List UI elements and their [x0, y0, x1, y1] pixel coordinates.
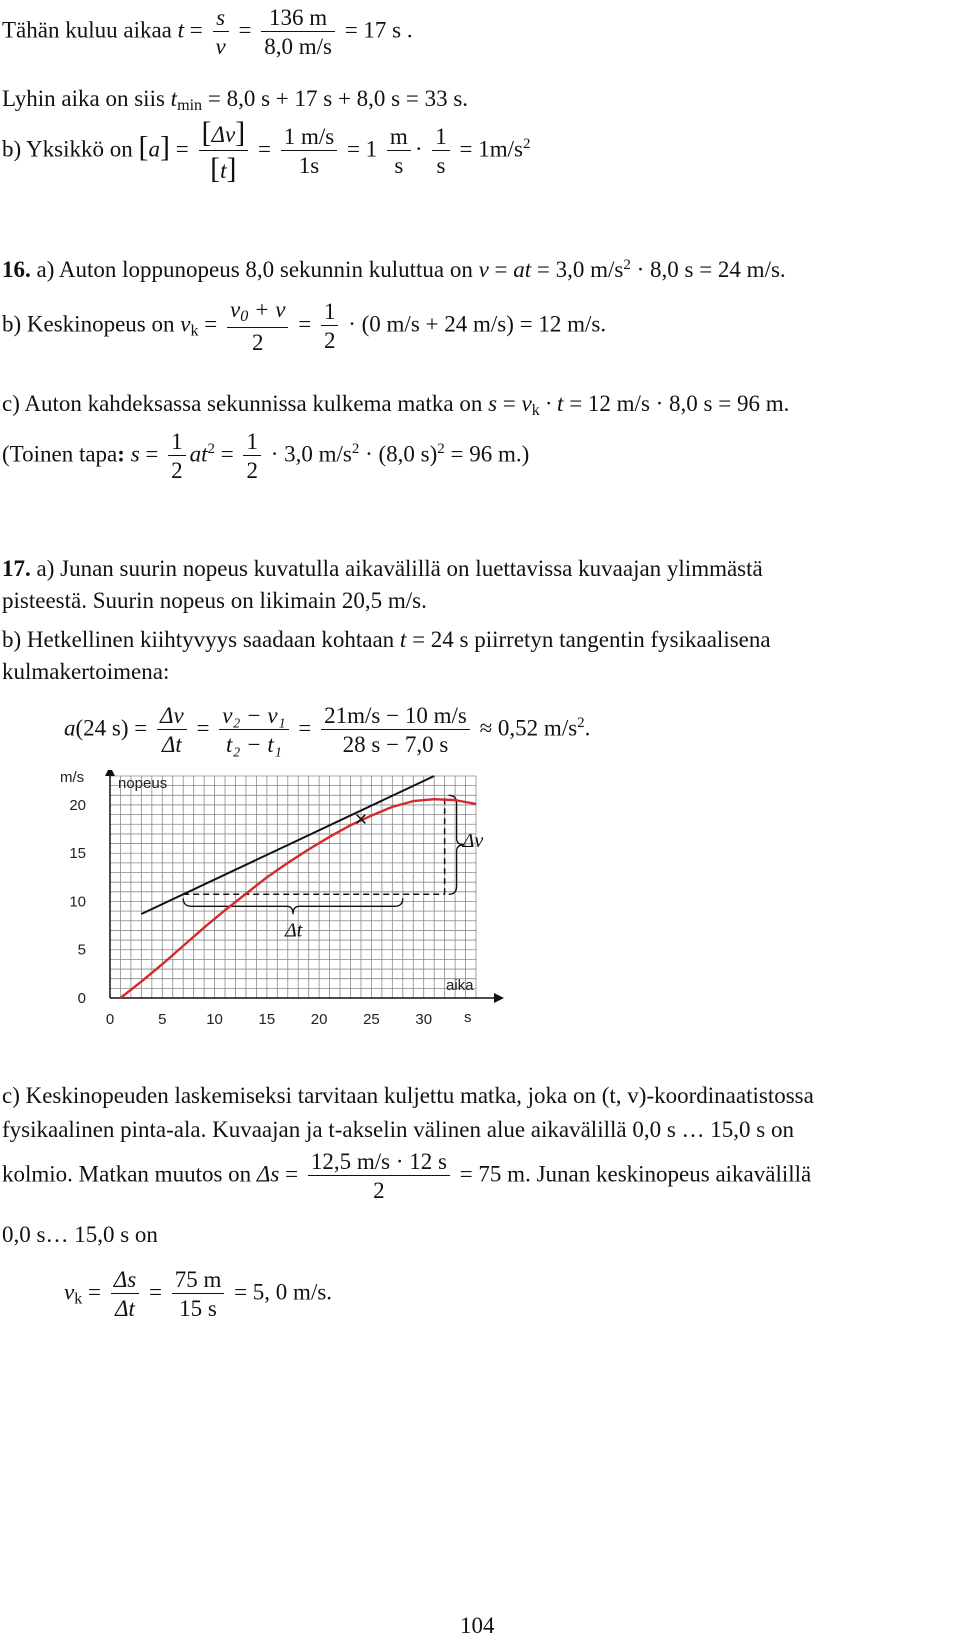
- x-axis-arrow: [494, 993, 504, 1003]
- fraction-dv-over-t: [199, 118, 249, 184]
- eq: =: [82, 1279, 107, 1305]
- p16b-line: b) Keskinopeus on $v_k$ = $\frac{v_0 + v}{2}$ = $\frac{1}{2}$ · (0 m/s + 24 m/s) = 12 m/s.: [2, 297, 607, 356]
- sup: 2: [437, 441, 445, 458]
- sup: 2: [522, 136, 531, 153]
- num: 75 m: [174, 1267, 222, 1292]
- x-axis-label: aika: [446, 977, 474, 994]
- text: b) Keskinopeus on: [2, 311, 181, 337]
- den: 28 s − 7,0 s: [321, 729, 470, 756]
- num: [227, 298, 289, 327]
- den: 2: [227, 327, 289, 354]
- velocity-time-chart: [50, 770, 530, 1060]
- text: kolmio. Matkan muutos on: [2, 1161, 257, 1187]
- text: = 96 m.): [444, 441, 530, 467]
- var: v: [478, 257, 489, 283]
- text: c) Auton kahdeksassa sekunnissa kulkema matka on: [2, 391, 489, 416]
- y-axis-arrow: [105, 770, 115, 776]
- p17c2-line: [2, 1118, 794, 1141]
- sub: k: [531, 402, 540, 420]
- text: Lyhin aika on siis: [2, 86, 171, 111]
- sup: 2: [207, 441, 215, 458]
- fraction-1ms-1s: [281, 125, 337, 177]
- num: Δv: [160, 703, 184, 728]
- eq: =: [279, 1161, 304, 1187]
- den: Δt: [157, 729, 187, 756]
- eq: =: [139, 441, 165, 467]
- sup: 2: [351, 441, 360, 458]
- text: Junan keskinopeus aikavälillä: [530, 1161, 812, 1187]
- text: (24 s) =: [75, 715, 148, 741]
- text: (Toinen tapa: [2, 441, 118, 467]
- num: Δs: [113, 1267, 137, 1292]
- num: m: [389, 124, 408, 149]
- p17b2-line: [2, 660, 169, 683]
- bracket: ]: [160, 130, 171, 164]
- den: 2: [243, 455, 261, 482]
- problem-number: 17.: [2, 556, 31, 581]
- y-tick-label: 15: [69, 845, 86, 863]
- num-rest: + v: [248, 297, 286, 322]
- den: t₂ − t₁: [219, 729, 288, 756]
- var: v: [521, 391, 532, 416]
- result: = 75 m.: [453, 1161, 531, 1187]
- p17c4-line: [2, 1223, 158, 1246]
- bracket: [: [201, 116, 212, 149]
- p16a-line: [2, 258, 786, 281]
- colon: :: [117, 441, 125, 467]
- den: s: [432, 150, 450, 177]
- var: at: [513, 257, 532, 283]
- text: kulmakertoimena:: [2, 659, 170, 684]
- text: = 8,0 s + 17 s + 8,0 s = 33 s.: [202, 86, 469, 111]
- text: 0,0 s… 15,0 s on: [2, 1222, 158, 1247]
- fraction-half: [321, 300, 339, 352]
- bracket: [: [210, 152, 221, 185]
- page-number: 104: [460, 1613, 495, 1638]
- den: 8,0 m/s: [261, 31, 335, 58]
- fraction-136m: [261, 6, 335, 58]
- sub: k: [190, 322, 199, 340]
- text: a) Junan suurin nopeus kuvatulla aikavälillä on luettavissa kuvaajan ylimmästä: [30, 556, 763, 581]
- y-axis-label: nopeus: [118, 775, 168, 792]
- unit-line: b) Yksikkö on [a] = $\frac{[\Delta v]}{[t]}$ = $\frac{1 m/s}{1s}$ = 1 $\frac{m}{s}$ · $\frac{1}{s}$ = $1m/s^2$: [2, 116, 531, 185]
- num: 21m/s − 10 m/s: [324, 703, 467, 728]
- dot: .: [584, 715, 591, 741]
- var-a: a: [148, 136, 161, 162]
- text: b) Hetkellinen kiihtyvyys saadaan kohtaan: [2, 627, 400, 652]
- fraction-ds-dt: [111, 1268, 139, 1320]
- eq: =: [184, 17, 209, 43]
- fraction-v2v1: [219, 704, 288, 756]
- average-speed-equation: $v_k$ = $\frac{\Delta s}{\Delta t}$ = $\frac{75 m}{15 s}$ = 5, 0 m/s.: [64, 1267, 333, 1321]
- text: b) Yksikkö on: [2, 136, 139, 162]
- text: = 1m/s: [459, 136, 523, 162]
- den: [199, 150, 249, 184]
- p16c-line: [2, 392, 789, 419]
- p17a2-line: [2, 589, 427, 612]
- text: = 12 m/s · 8,0 s = 96 m.: [563, 391, 790, 416]
- y-tick-label: 0: [77, 990, 86, 1007]
- tangent-point-marker: ×: [354, 806, 368, 832]
- eq: =: [198, 311, 223, 337]
- den: s: [387, 150, 411, 177]
- y-tick-label: 5: [77, 941, 86, 959]
- den: 15 s: [172, 1293, 225, 1320]
- sub: 0: [240, 308, 249, 326]
- num: 1: [246, 429, 258, 454]
- y-axis-unit: m/s: [60, 770, 85, 786]
- eq: =: [488, 257, 514, 283]
- bracket: ]: [226, 152, 237, 185]
- eq: =: [497, 391, 522, 416]
- text: pisteestä. Suurin nopeus on likimain 20,5 m/s.: [2, 588, 427, 613]
- min-time-line: [2, 87, 468, 114]
- fraction-half: [243, 430, 261, 482]
- x-tick-label: 0: [105, 1011, 115, 1028]
- text: = 1: [346, 136, 378, 162]
- text: = 3,0 m/s: [531, 257, 624, 283]
- var-a: a: [64, 715, 76, 741]
- num: 1: [323, 299, 336, 325]
- var: Δs: [256, 1161, 280, 1187]
- x-tick-label: 10: [206, 1011, 223, 1028]
- fraction-half: [168, 430, 186, 482]
- problem-number: 16.: [2, 257, 31, 283]
- sub: min: [177, 97, 203, 115]
- fraction-m-s: [387, 125, 411, 177]
- result: = 17 s .: [338, 17, 413, 43]
- acceleration-equation: a(24 s) = $\frac{\Delta v}{\Delta t}$ = $\frac{\text{v₂ − v₁}}{\text{t₂ − t₁}}$ = $\frac{21m/s - 10 m/s}{28 s - 7,0 s}$ ≈ 0,52 $m/s^2$.: [64, 703, 591, 757]
- eq: =: [238, 17, 258, 43]
- p17c3-line: [2, 1150, 811, 1202]
- text: Tähän kuluu aikaa: [2, 17, 178, 43]
- var: s: [488, 391, 498, 416]
- sup: 2: [623, 257, 631, 273]
- bracket: ]: [235, 116, 246, 149]
- eq: =: [214, 441, 240, 467]
- delta-t-brace: [183, 898, 403, 914]
- var: v: [64, 1279, 75, 1305]
- den: 2: [321, 325, 339, 352]
- x-axis-unit: s: [464, 1009, 472, 1026]
- result: ≈ 0,52 m/s: [479, 715, 578, 741]
- den-text: t: [220, 158, 227, 183]
- fraction-dv-dt: [157, 704, 187, 756]
- p16c2-line: [2, 430, 529, 482]
- num: 1: [435, 124, 447, 149]
- x-tick-label: 5: [158, 1011, 167, 1028]
- den: 2: [308, 1175, 450, 1202]
- den: 2: [168, 455, 186, 482]
- text: · 8,0 s = 24 m/s.: [630, 257, 786, 283]
- x-tick-label: 15: [258, 1011, 276, 1028]
- delta-v-label: Δv: [462, 829, 484, 852]
- num-text: Δv: [211, 122, 236, 147]
- y-tick-label: 10: [69, 893, 86, 911]
- den: Δt: [111, 1293, 139, 1320]
- bracket: [: [138, 130, 149, 164]
- x-tick-label: 30: [415, 1011, 433, 1028]
- fraction-s-over-v: [213, 6, 229, 58]
- fraction-v0-plus-v: [227, 298, 289, 354]
- num: s: [216, 5, 226, 30]
- p17a-line: [2, 557, 763, 580]
- var: v: [180, 311, 191, 337]
- var: s: [124, 441, 140, 467]
- num: 136 m: [269, 5, 328, 30]
- text: · 3,0 m/s: [264, 441, 352, 467]
- fraction-area: [308, 1150, 450, 1202]
- sub: k: [74, 1290, 83, 1308]
- p17b-line: [2, 628, 771, 651]
- x-tick-label: 25: [363, 1011, 380, 1028]
- text: a) Auton loppunopeus 8,0 sekunnin kuluttua on: [30, 257, 479, 283]
- fraction-1-s: [432, 125, 450, 177]
- fraction-values: [321, 704, 470, 756]
- var-t: t: [177, 17, 185, 43]
- p17c1-line: [2, 1084, 814, 1107]
- num: [199, 118, 249, 150]
- num: 1: [171, 429, 183, 454]
- var: t: [399, 627, 407, 652]
- fraction-75m-15s: [172, 1268, 225, 1320]
- num-v: v: [229, 297, 241, 322]
- y-tick-label: 20: [69, 796, 86, 814]
- var-t: t: [170, 86, 178, 111]
- text: c) Keskinopeuden laskemiseksi tarvitaan kuljettu matka, joka on (t, v)-koordinaatistossa: [2, 1083, 814, 1108]
- text: = 24 s piirretyn tangentin fysikaalisena: [406, 627, 771, 652]
- var: at: [189, 441, 208, 467]
- var: · t: [539, 391, 564, 416]
- den: 1s: [281, 150, 337, 177]
- text: · (0 m/s + 24 m/s) = 12 m/s.: [342, 311, 607, 337]
- num: 1 m/s: [283, 124, 335, 149]
- x-tick-label: 20: [310, 1011, 328, 1028]
- den: v: [213, 31, 229, 58]
- num: v₂ − v₁: [222, 703, 286, 728]
- time-line: [2, 5, 413, 59]
- sup: 2: [577, 715, 585, 732]
- result: = 5, 0 m/s.: [228, 1279, 333, 1305]
- text: fysikaalinen pinta-ala. Kuvaajan ja t-akselin välinen alue aikavälillä 0,0 s … 15,0 s on: [2, 1117, 794, 1142]
- text: · (8,0 s): [359, 441, 438, 467]
- num: 12,5 m/s · 12 s: [310, 1149, 447, 1174]
- delta-t-label: Δt: [285, 919, 303, 942]
